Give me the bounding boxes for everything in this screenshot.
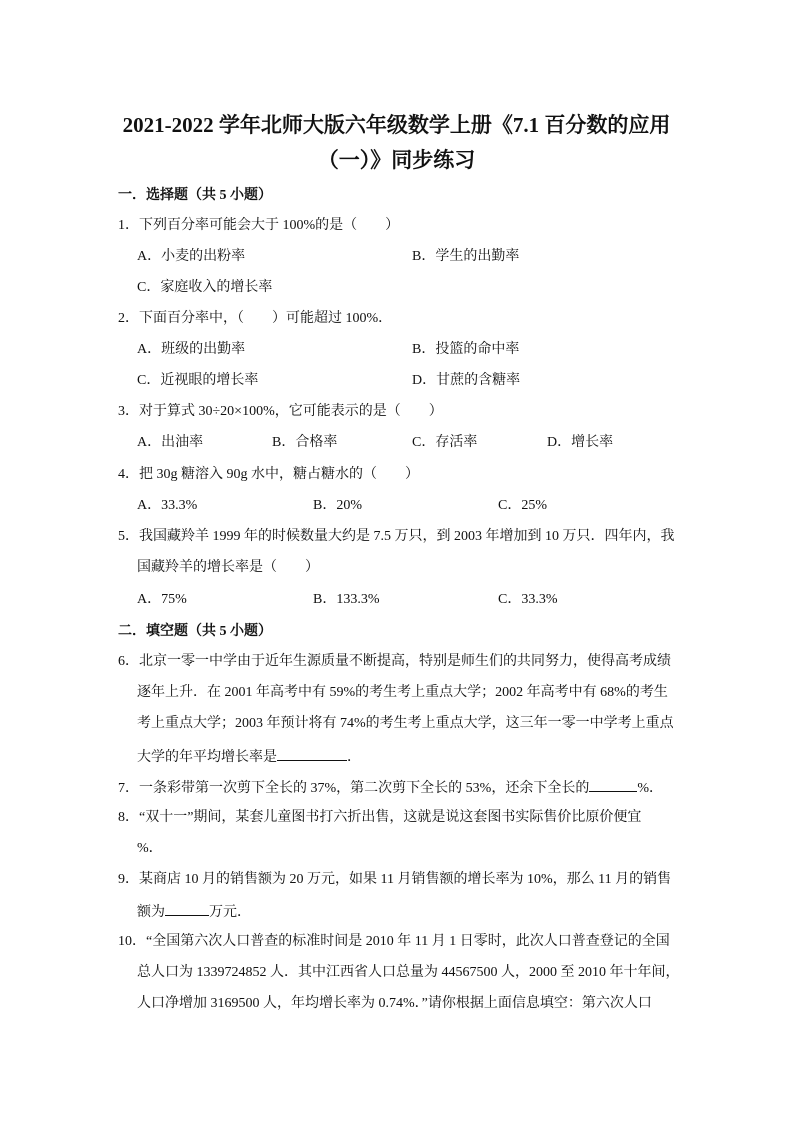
question-5-stem-cont: 国藏羚羊的增长率是（ ）: [137, 560, 319, 575]
question-6-line: 6．北京一零一中学由于近年生源质量不断提高，特别是师生们的共同努力，使得高考成绩: [118, 654, 671, 669]
question-10-line: 总人口为 1339724852 人．其中江西省人口总量为 44567500 人，2000 至 2010 年十年间，: [137, 965, 680, 980]
answer-blank[interactable]: [165, 901, 209, 916]
question-9-line: [137, 901, 251, 923]
question-5-stem: 5．我国藏羚羊 1999 年的时候数量大约是 7.5 万只，到 2003 年增加到 10 万只．四年内，我: [118, 529, 675, 544]
document-title-line2: （一）》同步练习: [317, 148, 476, 172]
q7-text: 7．一条彩带第一次剪下全长的 37%，第二次剪下全长的 53%，还余下全长的: [118, 781, 590, 796]
question-7: [118, 777, 663, 799]
question-6-line: 逐年上升．在 2001 年高考中有 59%的考生考上重点大学；2002 年高考中有 68%的考生: [137, 685, 668, 700]
q9-post: 万元．: [209, 905, 251, 920]
question-8-line: 8．“双十一”期间，某套儿童图书打六折出售，这就是说这套图书实际售价比原价便宜: [118, 810, 642, 825]
q2-option-c: C．近视眼的增长率: [137, 373, 259, 388]
question-8-line: %．: [137, 841, 163, 856]
q2-option-d: D．甘蔗的含糖率: [412, 373, 521, 388]
q6-text: 大学的年平均增长率是: [137, 750, 277, 765]
section-heading-choice: 一．选择题（共 5 小题）: [118, 188, 272, 203]
question-1-stem: 1．下列百分率可能会大于 100%的是（ ）: [118, 218, 400, 233]
question-6-line: 考上重点大学；2003 年预计将有 74%的考生考上重点大学，这三年一零一中学考上重点: [137, 716, 674, 731]
q4-option-c: C．25%: [498, 498, 547, 513]
q3-option-d: D．增长率: [547, 435, 614, 450]
q9-pre: 额为: [137, 905, 165, 920]
question-6-line: [137, 746, 361, 768]
q2-option-a: A．班级的出勤率: [137, 342, 246, 357]
q1-option-a: A．小麦的出粉率: [137, 249, 246, 264]
section-heading-fill: 二．填空题（共 5 小题）: [118, 624, 272, 639]
q3-option-b: B．合格率: [272, 435, 338, 450]
question-10-line: 10．“全国第六次人口普查的标准时间是 2010 年 11 月 1 日零时，此次人口普查登记的全国: [118, 934, 670, 949]
question-3-stem: 3．对于算式 30÷20×100%，它可能表示的是（ ）: [118, 404, 443, 419]
question-4-stem: 4．把 30g 糖溶入 90g 水中，糖占糖水的（ ）: [118, 467, 419, 482]
q2-option-b: B．投篮的命中率: [412, 342, 520, 357]
q4-option-a: A．33.3%: [137, 498, 198, 513]
q3-option-c: C．存活率: [412, 435, 478, 450]
q6-end: ．: [347, 750, 361, 765]
document-title: 2021-2022 学年北师大版六年级数学上册《7.1 百分数的应用: [122, 113, 671, 137]
answer-blank[interactable]: [589, 777, 637, 792]
question-10-line: 人口净增加 3169500 人，年均增长率为 0.74%．”请你根据上面信息填空：第六次人口: [137, 996, 652, 1011]
question-2-stem: 2．下面百分率中，（ ）可能超过 100%．: [118, 311, 393, 326]
q5-option-c: C．33.3%: [498, 592, 558, 607]
q4-option-b: B．20%: [313, 498, 362, 513]
q3-option-a: A．出油率: [137, 435, 204, 450]
q1-option-c: C．家庭收入的增长率: [137, 280, 273, 295]
answer-blank[interactable]: [277, 746, 347, 761]
q5-option-a: A．75%: [137, 592, 187, 607]
q7-end: %．: [637, 781, 663, 796]
question-9-line: 9．某商店 10 月的销售额为 20 万元，如果 11 月销售额的增长率为 10%，那么 11 月的销售: [118, 872, 672, 887]
q5-option-b: B．133.3%: [313, 592, 380, 607]
q1-option-b: B．学生的出勤率: [412, 249, 520, 264]
